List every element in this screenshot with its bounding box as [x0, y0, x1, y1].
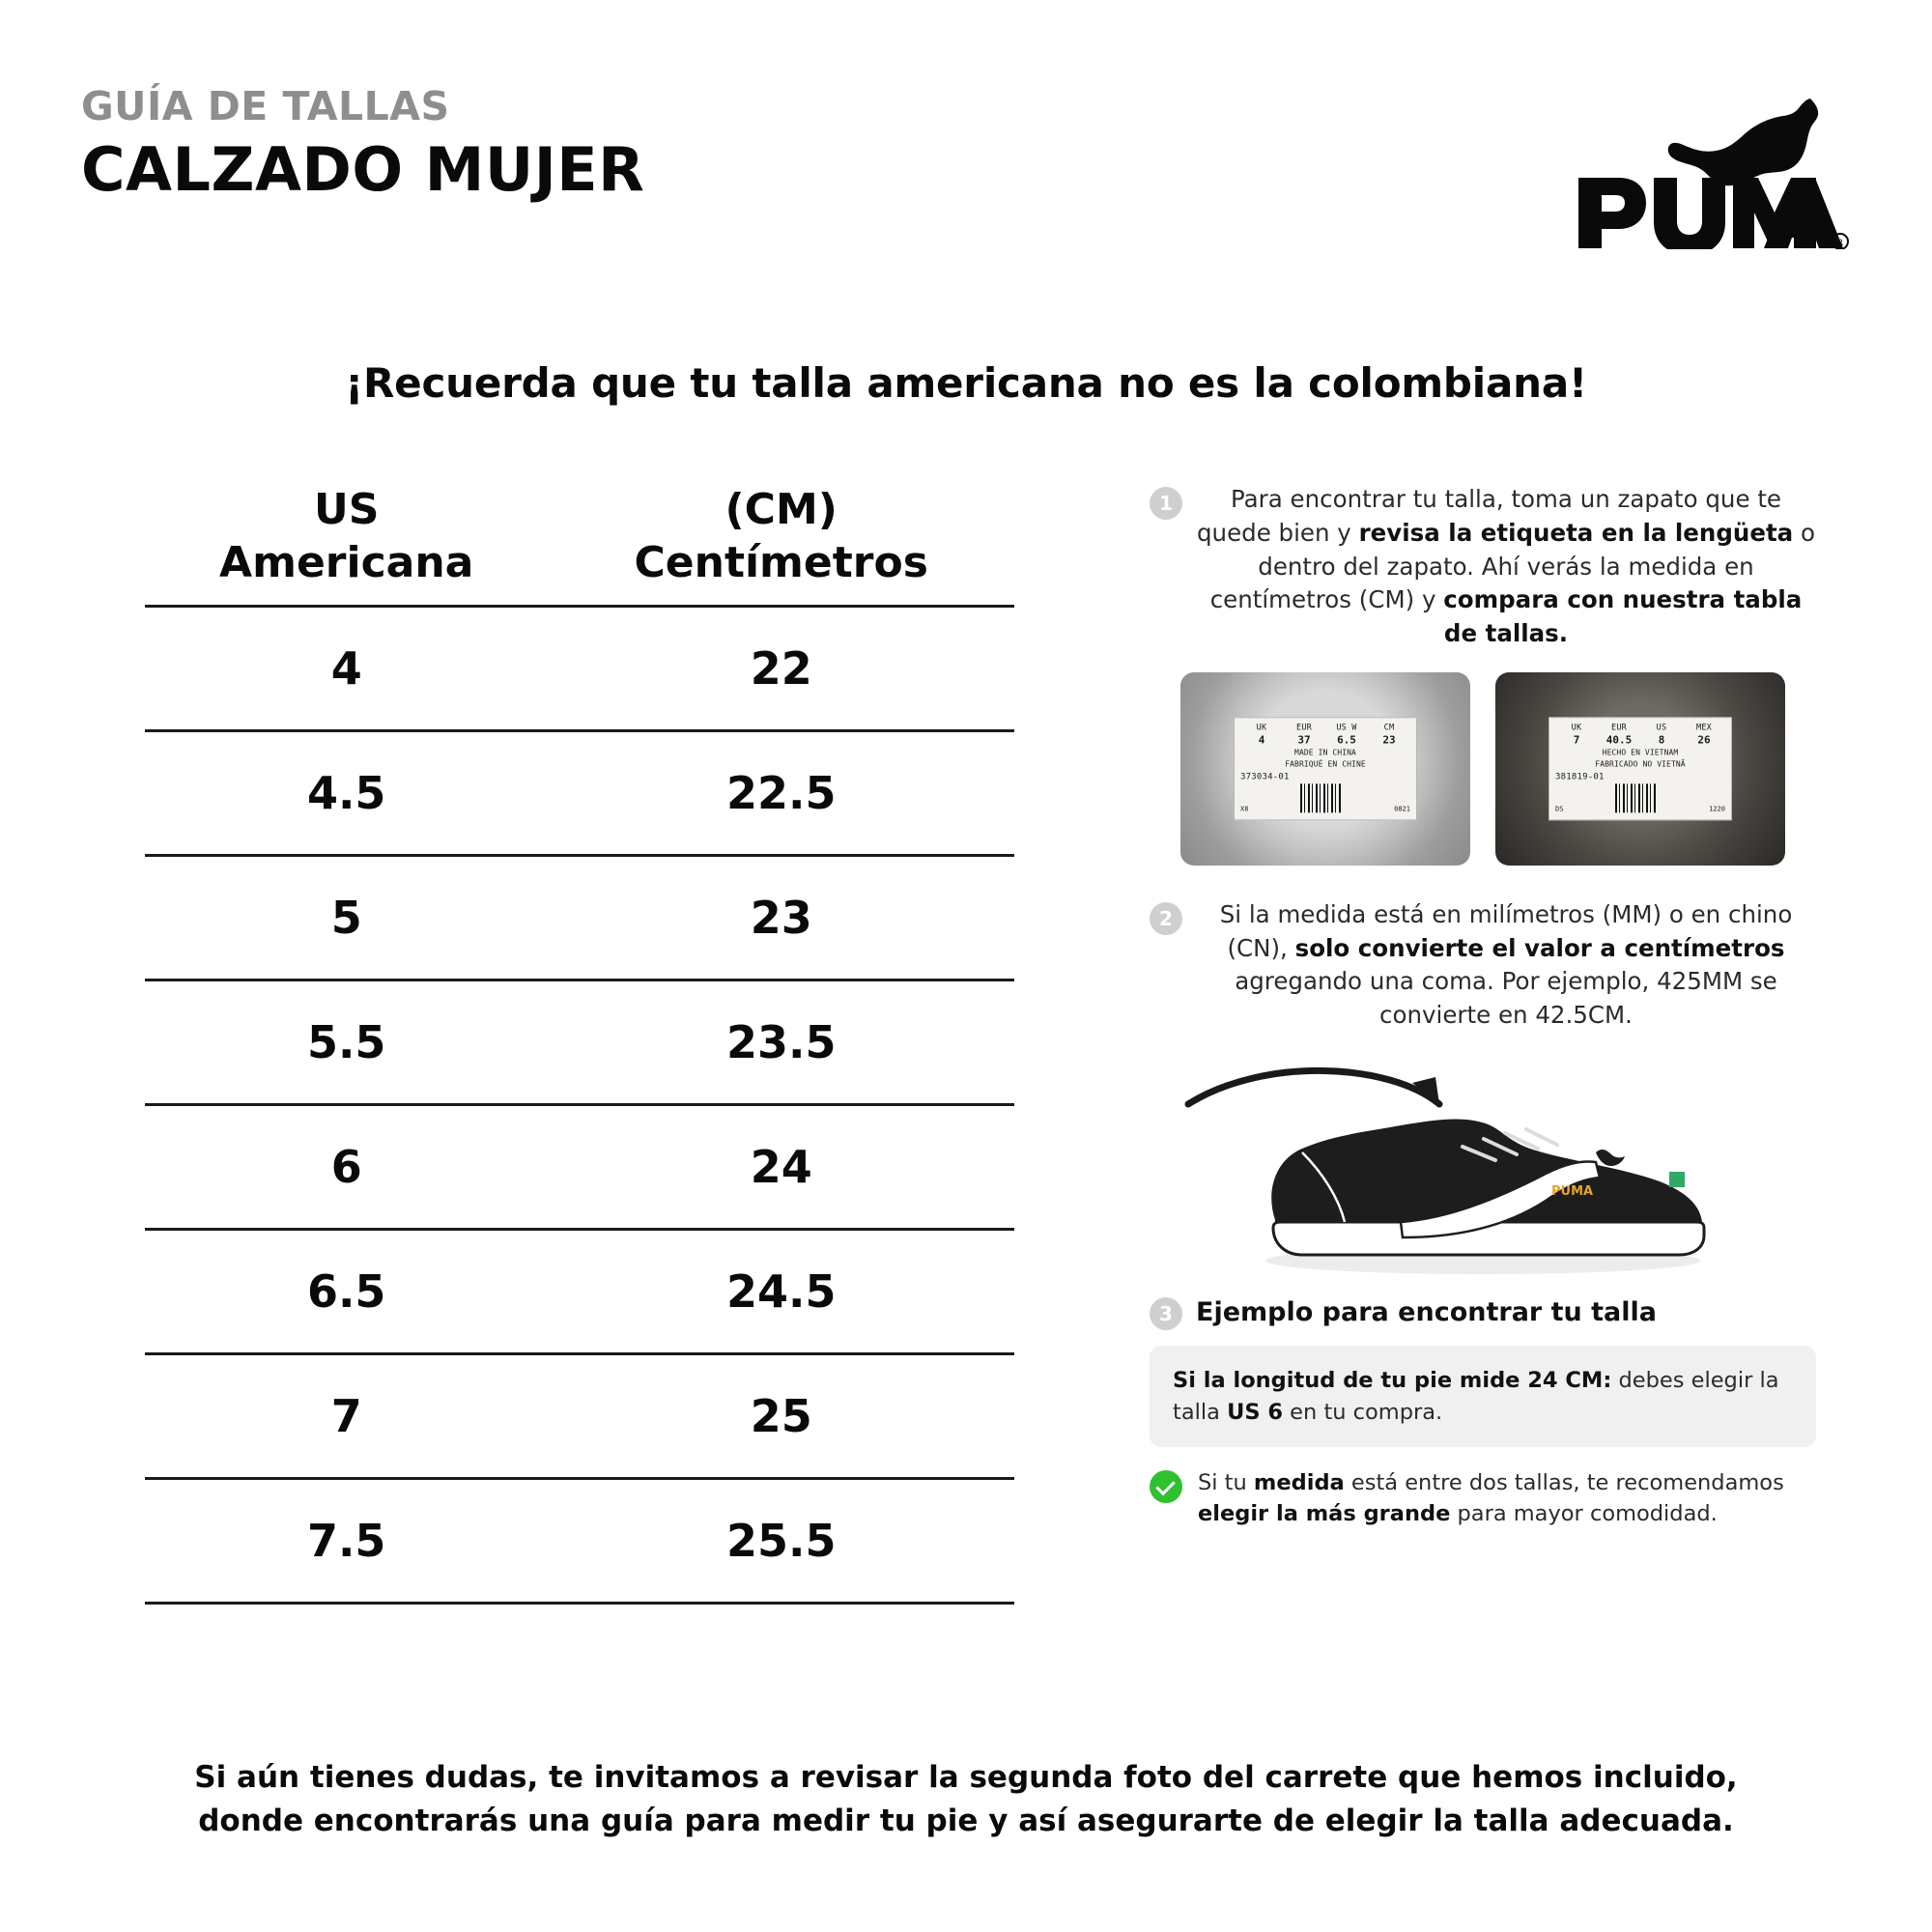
table-header-row: [145, 483, 1014, 607]
page-kicker: GUÍA DE TALLAS: [81, 83, 450, 129]
label-tiny-left: DS: [1555, 805, 1564, 813]
step-2-text: [1196, 898, 1816, 1033]
header-titles: [81, 83, 645, 206]
size-table-body: [145, 607, 1014, 1604]
label-made-line2: FABRIQUÉ EN CHINE: [1285, 759, 1366, 769]
label-header-eur: EUR: [1296, 723, 1312, 733]
cell-cm: 25.5: [548, 1479, 1014, 1604]
table-row: [145, 1479, 1014, 1604]
label-header-eur: EUR: [1611, 723, 1627, 733]
sneaker-icon: [1150, 1046, 1816, 1288]
column-header-us: [145, 483, 548, 607]
table-row: [145, 1230, 1014, 1354]
size-table: [145, 483, 1014, 1605]
step-3: [1150, 1293, 1816, 1530]
footer-line-2: donde encontrarás una guía para medir tu pie y así asegurarte de elegir la talla adecuada.: [198, 1803, 1734, 1838]
size-table-wrapper: [145, 483, 1014, 1605]
label-tiny-right: 0821: [1394, 805, 1410, 813]
tip-bold-a: medida: [1253, 1470, 1345, 1496]
step-1-text: [1196, 483, 1816, 651]
table-row: [145, 1354, 1014, 1479]
shoe-label-photos: [1150, 672, 1816, 866]
table-row: [145, 980, 1014, 1105]
page-header: [81, 85, 1851, 259]
table-row: [145, 731, 1014, 856]
label-header-cm: CM: [1383, 723, 1395, 733]
cell-cm: 23: [548, 856, 1014, 980]
tip-bold-b: elegir la más grande: [1198, 1501, 1451, 1527]
footer-line-1: Si aún tienes dudas, te invitamos a revisar la segunda foto del carrete que hemos incluido,: [194, 1760, 1738, 1795]
table-row: [145, 607, 1014, 731]
cell-cm: 23.5: [548, 980, 1014, 1105]
recommendation-tip: [1150, 1468, 1816, 1530]
tip-text-a: Si tu: [1198, 1470, 1254, 1496]
cell-us: 5.5: [145, 980, 548, 1105]
cell-us: 7.5: [145, 1479, 548, 1604]
example-bold-size: US 6: [1227, 1399, 1284, 1425]
label-value-uk: 4: [1258, 732, 1265, 746]
svg-text:PUMA: PUMA: [1551, 1184, 1594, 1200]
step-2-row: [1150, 898, 1816, 1033]
table-row: [145, 856, 1014, 980]
label-value-mex: 26: [1697, 732, 1711, 746]
label-article-code: 373034-01: [1240, 772, 1290, 782]
cell-cm: 24: [548, 1105, 1014, 1230]
label-article-code: 381819-01: [1555, 772, 1605, 782]
barcode-icon: [1615, 784, 1658, 813]
cell-us: 4: [145, 607, 548, 731]
instructions-column: [1150, 483, 1816, 1536]
cell-cm: 22.5: [548, 731, 1014, 856]
column-header-cm-line2: Centímetros: [634, 538, 928, 587]
shoe-illustration: [1150, 1046, 1816, 1288]
label-made-line1: HECHO EN VIETNAM: [1602, 748, 1679, 757]
example-box: [1150, 1346, 1816, 1447]
label-value-cm: 23: [1382, 732, 1396, 746]
step-1-bold-a: revisa la etiqueta en la lengüeta: [1358, 518, 1794, 547]
column-header-cm: [548, 483, 1014, 607]
step-3-header: [1150, 1293, 1816, 1330]
size-table-head: [145, 483, 1014, 607]
label-made-line1: MADE IN CHINA: [1294, 748, 1356, 757]
label-tiny-left: X8: [1240, 805, 1249, 813]
label-value-eur: 40.5: [1605, 732, 1633, 746]
shoe-label-photo-light: [1180, 672, 1470, 866]
cell-us: 4.5: [145, 731, 548, 856]
label-header-uk: UK: [1571, 723, 1582, 733]
label-header-mex: MEX: [1696, 723, 1712, 733]
example-end-text: en tu compra.: [1283, 1399, 1443, 1425]
label-value-us: 8: [1658, 732, 1665, 746]
label-bottom-row: [1555, 784, 1725, 813]
tip-text-b: está entre dos tallas, te recomendamos: [1344, 1470, 1784, 1496]
example-mid-text: debes elegir la talla: [1173, 1368, 1779, 1425]
cell-cm: 25: [548, 1354, 1014, 1479]
step-2-bold-a: solo convierte el valor a centímetros: [1294, 933, 1785, 962]
step-1-badge: 1: [1150, 487, 1182, 520]
cell-cm: 24.5: [548, 1230, 1014, 1354]
size-label-tag: [1548, 717, 1732, 820]
cell-us: 6: [145, 1105, 548, 1230]
puma-cat-icon: [1561, 85, 1851, 249]
cell-us: 7: [145, 1354, 548, 1479]
step-2: [1150, 898, 1816, 1288]
step-1-text-a: Para encontrar tu talla, toma un zapato que te quede bien y: [1196, 485, 1781, 547]
label-tiny-right: 1220: [1709, 805, 1725, 813]
column-header-cm-line1: (CM): [724, 485, 838, 534]
label-header-us: US W: [1336, 723, 1357, 733]
size-label-grid: [1240, 723, 1410, 746]
puma-logo: [1561, 85, 1851, 249]
size-label-grid: [1555, 723, 1725, 746]
check-circle-icon: [1150, 1470, 1182, 1503]
step-1-bold-b: compara con nuestra tabla de tallas.: [1443, 585, 1803, 648]
label-value-us: 6.5: [1337, 732, 1356, 746]
shoe-label-photo-dark: [1495, 672, 1785, 866]
tip-text: [1198, 1468, 1816, 1530]
example-bold-measure: Si la longitud de tu pie mide 24 CM:: [1173, 1368, 1612, 1394]
step-1: [1150, 483, 1816, 866]
step-2-badge: 2: [1150, 902, 1182, 935]
label-header-uk: UK: [1256, 723, 1267, 733]
table-row: [145, 1105, 1014, 1230]
label-value-uk: 7: [1573, 732, 1580, 746]
label-value-eur: 37: [1297, 732, 1311, 746]
page-title: CALZADO MUJER: [81, 134, 645, 206]
step-3-title: Ejemplo para encontrar tu talla: [1196, 1296, 1658, 1327]
label-header-us: US: [1656, 723, 1667, 733]
cell-us: 6.5: [145, 1230, 548, 1354]
column-header-us-line2: Americana: [219, 538, 474, 587]
step-2-text-b: agregando una coma. Por ejemplo, 425MM se convierte en 42.5CM.: [1235, 967, 1777, 1030]
cell-cm: 22: [548, 607, 1014, 731]
step-2-text-a: Si la medida está en milímetros (MM) o en chino (CN),: [1219, 899, 1793, 962]
barcode-icon: [1300, 784, 1343, 813]
column-header-us-line1: US: [313, 485, 380, 534]
label-made-line2: FABRICADO NO VIETNÃ: [1595, 759, 1686, 769]
tip-text-c: para mayor comodidad.: [1450, 1501, 1718, 1527]
svg-text:R: R: [1836, 239, 1844, 248]
label-bottom-row: [1240, 784, 1410, 813]
cell-us: 5: [145, 856, 548, 980]
size-label-tag: [1234, 717, 1417, 820]
step-1-row: [1150, 483, 1816, 651]
subtitle: ¡Recuerda que tu talla americana no es la colombiana!: [345, 359, 1587, 407]
footer-note: [116, 1756, 1816, 1843]
step-1-text-b: o dentro del zapato. Ahí verás la medida en centímetros (CM) y: [1209, 518, 1815, 614]
step-3-badge: 3: [1150, 1297, 1182, 1330]
